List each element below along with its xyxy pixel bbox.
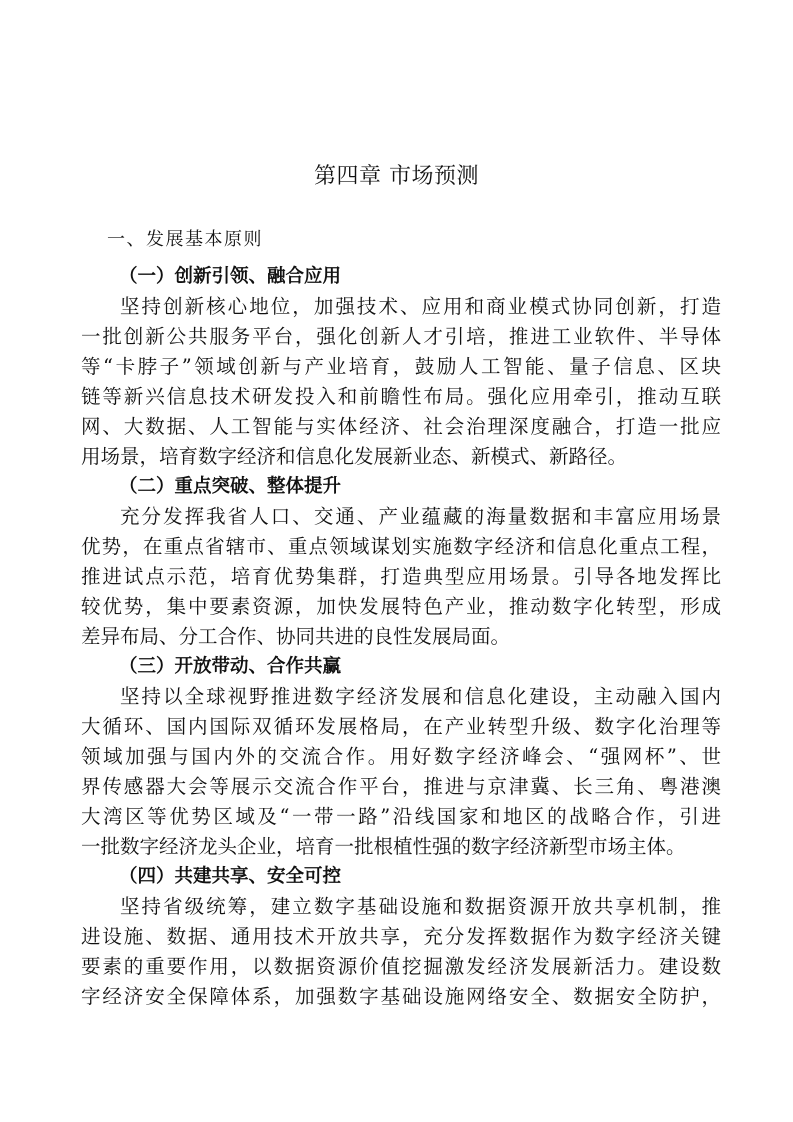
text-line: 要素的重要作用，以数据资源价值挖掘激发经济发展新活力。建设数 [81,955,721,978]
section-heading: 一、发展基本原则 [107,229,263,250]
text-line: 推进试点示范，培育优势集群，打造典型应用场景。引导各地发挥比 [81,565,721,588]
text-line: 较优势，集中要素资源，加快发展特色产业，推动数字化转型，形成 [81,595,721,618]
paragraph [81,292,721,472]
text-line: 界传感器大会等展示交流合作平台，推进与京津冀、长三角、粤港澳 [81,775,721,798]
subsection-heading: （三）开放带动、合作共赢 [119,656,342,677]
text-line: 网、大数据、人工智能与实体经济、社会治理深度融合，打造一批应 [81,415,721,438]
text-line: 优势，在重点省辖市、重点领域谋划实施数字经济和信息化重点工程， [81,535,721,558]
text-line: 领域加强与国内外的交流合作。用好数字经济峰会、“强网杯”、世 [81,745,721,768]
paragraph [81,892,721,1012]
text-line: 一批创新公共服务平台，强化创新人才引培，推进工业软件、半导体 [81,325,721,348]
chapter-title: 第四章 市场预测 [314,164,479,189]
subsection-heading: （二）重点突破、整体提升 [119,476,342,497]
paragraph [81,682,721,862]
subsection-heading: （一）创新引领、融合应用 [119,266,342,287]
text-line: 进设施、数据、通用技术开放共享，充分发挥数据作为数字经济关键 [81,925,721,948]
subsection-heading: （四）共建共享、安全可控 [119,866,342,887]
text-line: 等“卡脖子”领域创新与产业培育，鼓励人工智能、量子信息、区块 [81,355,721,378]
text-line: 坚持以全球视野推进数字经济发展和信息化建设，主动融入国内 [120,685,721,708]
text-line: 字经济安全保障体系，加强数字基础设施网络安全、数据安全防护， [81,985,721,1008]
text-line: 充分发挥我省人口、交通、产业蕴藏的海量数据和丰富应用场景 [120,505,721,528]
text-line: 链等新兴信息技术研发投入和前瞻性布局。强化应用牵引，推动互联 [81,385,721,408]
paragraph [81,502,721,652]
text-line: 大湾区等优势区域及“一带一路”沿线国家和地区的战略合作，引进 [81,805,721,828]
document-body [81,262,721,1012]
text-line: 大循环、国内国际双循环发展格局，在产业转型升级、数字化治理等 [81,715,721,738]
text-line: 用场景，培育数字经济和信息化发展新业态、新模式、新路径。 [81,445,628,468]
text-line: 差异布局、分工合作、协同共进的良性发展局面。 [81,625,511,648]
text-line: 坚持创新核心地位，加强技术、应用和商业模式协同创新，打造 [120,295,721,318]
text-line: 一批数字经济龙头企业，培育一批根植性强的数字经济新型市场主体。 [81,835,686,858]
text-line: 坚持省级统筹，建立数字基础设施和数据资源开放共享机制，推 [120,895,721,918]
